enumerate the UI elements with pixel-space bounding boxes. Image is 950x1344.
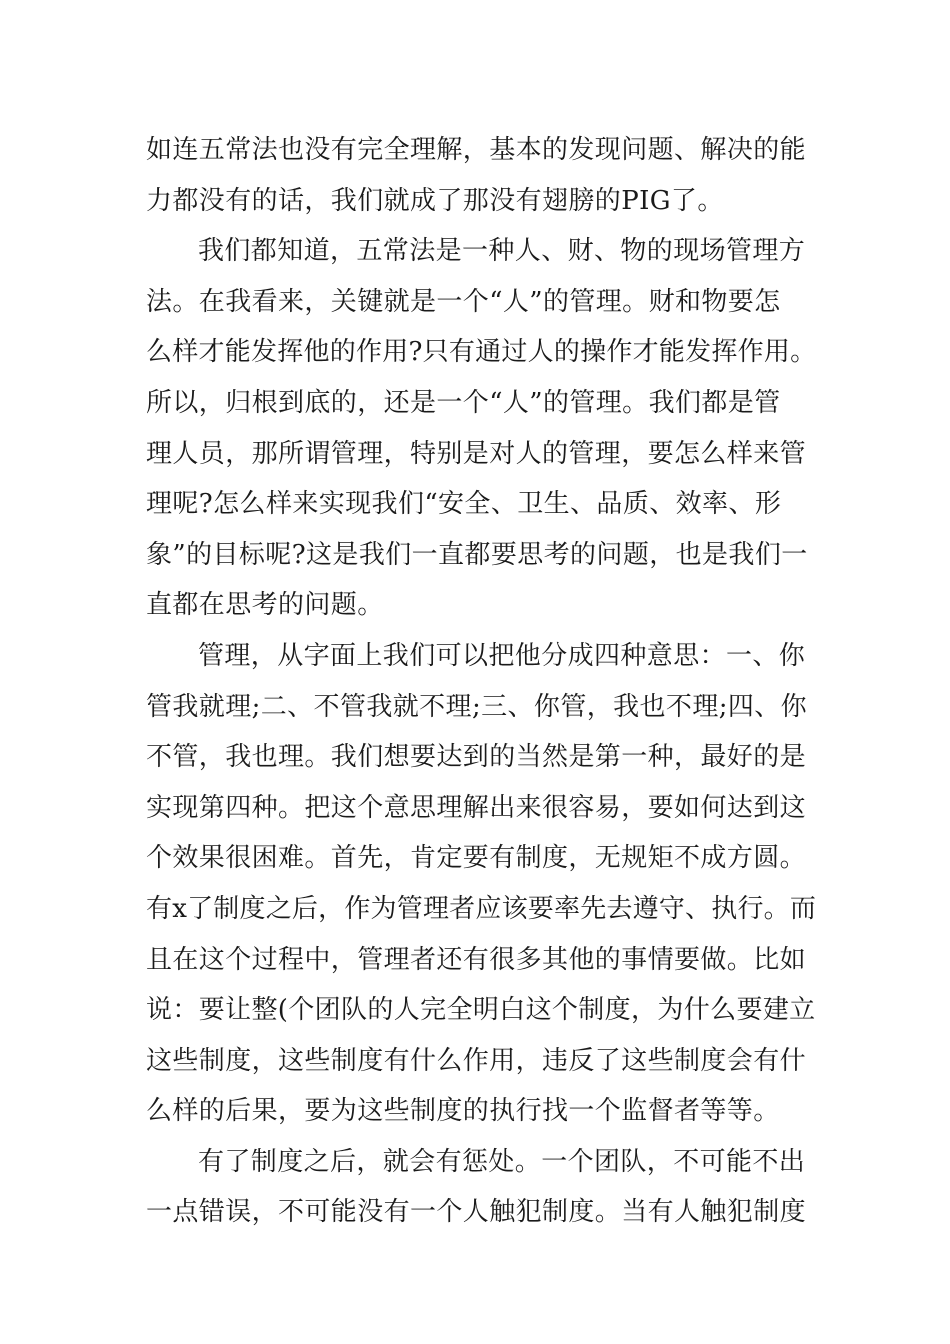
text-line: 理人员，那所谓管理，特别是对人的管理，要怎么样来管 — [146, 438, 807, 469]
text-line: 有x了制度之后，作为管理者应该要率先去遵守、执行。而 — [146, 893, 817, 924]
text-line: 实现第四种。把这个意思理解出来很容易，要如何达到这 — [146, 792, 807, 823]
text-line: 直都在思考的问题。 — [146, 590, 384, 621]
text-line: 管我就理;二、不管我就不理;三、你管，我也不理;四、你 — [146, 691, 808, 722]
text-line: 理呢?怎么样来实现我们“安全、卫生、品质、效率、形 — [146, 489, 782, 520]
text-line: 如连五常法也没有完全理解，基本的发现问题、解决的能 — [146, 135, 807, 165]
text-line: 么样的后果，要为这些制度的执行找一个监督者等等。 — [146, 1096, 780, 1127]
text-line: 个效果很困难。首先，肯定要有制度，无规矩不成方圆。 — [146, 843, 807, 874]
text-line: 所以，归根到底的，还是一个“人”的管理。我们都是管 — [146, 387, 781, 418]
text-line: 不管，我也理。我们想要达到的当然是第一种，最好的是 — [146, 742, 807, 773]
text-line: 象”的目标呢?这是我们一直都要思考的问题，也是我们一 — [146, 539, 808, 570]
paragraph-start-line: 管理，从字面上我们可以把他分成四种意思：一、你 — [198, 640, 806, 671]
text-line: 么样才能发挥他的作用?只有通过人的操作才能发挥作用。 — [146, 337, 817, 368]
paragraph-start-line: 我们都知道，五常法是一种人、财、物的现场管理方 — [198, 236, 806, 267]
body-text — [146, 125, 816, 1238]
text-line: 且在这个过程中，管理者还有很多其他的事情要做。比如 — [146, 944, 807, 975]
paragraph-start-line: 有了制度之后，就会有惩处。一个团队，不可能不出 — [198, 1146, 806, 1177]
text-line: 说：要让整(个团队的人完全明白这个制度，为什么要建立 — [146, 995, 816, 1026]
text-line: 这些制度，这些制度有什么作用，违反了这些制度会有什 — [146, 1045, 807, 1076]
text-line: 一点错误，不可能没有一个人触犯制度。当有人触犯制度 — [146, 1197, 807, 1228]
text-line: 法。在我看来，关键就是一个“人”的管理。财和物要怎 — [146, 286, 781, 317]
text-line: 力都没有的话，我们就成了那没有翅膀的PIG了。 — [146, 185, 724, 216]
